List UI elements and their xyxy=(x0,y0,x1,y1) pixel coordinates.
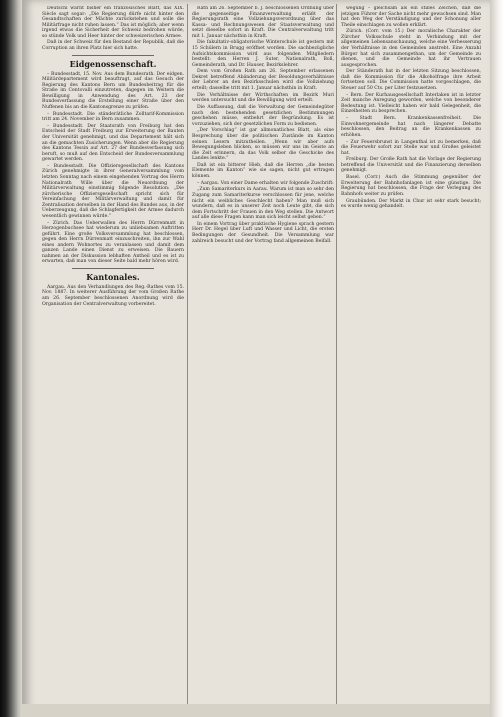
section-divider xyxy=(72,55,154,56)
section-title-eidgenossenschaft: Eidgenossenschaft. xyxy=(69,58,157,69)
article-paragraph: Rath am 26. September b. J. beschlossenen Ordnung über die gegenseitige Finanzverwaltung erläßt der Regierungsrath eine Vollziehungsverordnung über das Kassa- und Rechnungswesen der Staatsverwaltung und setzt dieselbe sofort in Kraft. Die Centralverwaltung tritt mit 1. Januar nächsthin in Kraft. xyxy=(192,6,334,39)
article-paragraph: „Der Vorschlag“ ist gar allmonatliches Blatt, als eine Besprechung über die politischen Zustände im Kanton seinen Lesern mitzutheilen. „Wenn wir aber aufs Bewegungsleben blicken, so müssen wir uns im Geiste an die Zeit erinnern, da das Volk selber die Geschicke des Landes lenkte.“ xyxy=(192,128,334,162)
article-paragraph: – Bundesstadt. Der Staatsrath von Freiburg hat den Entscheid der Stadt Freiburg zur Erweiterung der Bauten der Universität genehmigt, und das Departement hält sich an die gemachten Zusicherungen. Wenn aber die Regierung des Kantons Tessin auf Art. 27 der Bundesverfassung sich beruft, so muß auf den Entscheid der Bundesversammlung gewartet werden. xyxy=(42,123,184,163)
article-paragraph: – Zur Feuersbrunst in Langenthal ist zu bemerken, daß die Feuerwehr sofort zur Stelle war und Großes geleistet hat. xyxy=(341,139,481,156)
book-binding-shadow xyxy=(0,0,22,717)
article-paragraph: – Bundesstadt. Die Offiziersgesellschaft des Kantons Zürich genehmigte in ihrer Generalversammlung vom letzten Sonntag nach einem eingehenden Vortrag des Herrn Nationalrath Wille über die Neuordnung der Militärverwaltung einstimmig folgende Resolution: „Die zürcherische Offiziersgesellschaft spricht sich für Vereinfachung der Militärverwaltung und damit für Zentralisation derselben in der Hand des Bundes aus, in der Ueberzeugung, daß die Schlagfertigkeit der Armee dadurch wesentlich gewinnen würde.“ xyxy=(42,163,184,219)
article-paragraph: – Aargau. Von einer Dame erhalten wir folgende Zuschrift: xyxy=(197,180,334,186)
article-paragraph: – Stadt Bern. Krankenkassenfreiheit. Die Einwohnergemeinde hat nach längerer Debatte beschlossen, den Beitrag an die Krankenkassen zu erhöhen. xyxy=(341,116,481,138)
article-paragraph: Daß in der Schweiz für den Bestand der Republik, daß die Corruption an ihren Platz hier sich hatte. xyxy=(42,40,184,52)
article-paragraph: „Zum Samariterkurs in Aarau. Warum ist man so sehr den Zugang zum Samariterkurse verschlossen für jene, welche nicht ein weibliches Geschlecht haben? Man muß sich wundern, daß es in unserer Zeit noch Leute gibt, die sich dem Fortschritt der Frauen in den Weg stellen. Die Antwort auf alle diese Fragen kann man sich leicht selbst geben.“ xyxy=(192,187,334,221)
section-title-kantonales: Kantonales. xyxy=(86,271,140,282)
column-2 xyxy=(192,6,334,706)
article-paragraph: Die Verhältnisse der Wirthschaften im Bezirk Muri werden untersucht und die Bewilligung wird erteilt. xyxy=(192,92,334,104)
article-paragraph: Deutschl warnt bisher ein französisches Blatt, das XIX. Siècle sagt sogar: „Die Regierung dürfe nicht hinter den Gesandtschaften der Mächte zurückstehen und solle die Militärfrage nicht ruhen lassen.“ Das ist möglich; aber wenn irgend etwas die Sicherheit der Schweiz bedrohen würde, so stünde Volk und Heer hinter der schweizerischen Armee. xyxy=(42,6,184,39)
article-paragraph: Dem vom Großen Rath am 26. September erlassenen Dekret betreffend Abänderung der Besoldungsverhältnisse der Lehrer an den Bezirksschulen wird die Vollziehung erteilt; dasselbe tritt mit 1. Januar nächsthin in Kraft. xyxy=(192,69,334,92)
section-divider xyxy=(72,268,154,269)
article-paragraph: – Bundesstadt. Die ständerätliche Zolltarif-Kommission tritt am 24. November in Bern zusammen. xyxy=(42,111,184,123)
article-paragraph: Daß ist ein bitterer Hieb, daß die Herren „die besten Elemente im Kanton“ wie sie sagen, nicht gut ertragen können. xyxy=(192,162,334,179)
article-paragraph: Zürich. (Corr. vom 15.) Der moralische Charakter der Zürcher Volksschule steht in Verbindung mit der allgemeinen Lebensanschauung, welche eine Verbesserung der Verhältnisse in den Gemeinden anstrebt. Eine Anzahl Bürger hat sich zusammengethan, um der Gemeinde zu dienen, und die Gemeinde hat ihr Vertrauen ausgesprochen. xyxy=(341,29,481,68)
article-paragraph: wegung – gleichsam als ein stilles Zeichen, daß die jetzigen Führer der Sache nicht mehr gewachsen sind. Man hat den Weg der Verständigung und der Schonung aller Theile einschlagen zu wollen erklärt. xyxy=(341,6,481,28)
article-paragraph: Graubünden. Der Markt in Chur ist sehr stark besucht; es wurde wenig gehandelt. xyxy=(341,198,481,210)
article-paragraph: Aargau. Aus den Verhandlungen des Reg.-Rathes vom 15. Nov. 1887. In weiterer Ausführung der vom Großen Rathe am 26. September beschlossenen Anordnung wird die Organisation der Centralverwaltung vorbereitet. xyxy=(42,284,184,307)
article-paragraph: Basel. (Corr.) Auch die Stimmung gegenüber der Erweiterung der Bahnhofanlagen ist eine günstige. Die Regierung hat beschlossen, die Frage der Verlegung des Bahnhofs weiter zu prüfen. xyxy=(341,175,481,197)
newspaper-page xyxy=(22,0,490,717)
article-paragraph: – Bundesstadt, 15. Nov. Aus dem Bundesrath. Der eidgen. Militärdepartement wird beauftragt, auf das Gesuch der Regierung des Kantons Bern um Bundesbeitrag für die Straße im Centovalli einzutreten, dagegen im Weitern die Bewilligung in Anwendung des Art. 23 der Bundesverfassung die Erstellung einer Straße über den Nuffenen bis an die Kantonsgrenze zu prüfen. xyxy=(42,71,184,110)
column-rule xyxy=(336,4,337,708)
article-paragraph: Die fakultativ-obligatorische Winterschule ist gestern mit 15 Schülern in Brugg eröffnet worden. Die sachbezügliche Aufsichtskommission wird aus folgenden Mitgliedern bestellt: den Herren J. Suter, Nationalrath, Boll, Gemeinderath, und Dr. Hauser, Bezirkslehrer. xyxy=(192,40,334,68)
page-edge xyxy=(490,0,504,717)
article-paragraph: – Zürich. Das Ueberwallen des Herrn Dürrenmatt in Herzogenbuchsee hat wiederum zu unliebsamen Auftritten geführt. Eine große Volksversammlung hat beschlossen, gegen den Herrn Dürrenmatt einzuschreiten, ihn zur Wahl eines andern Wohnortes zu veranlassen und damit dem ganzen Lande einen Dienst zu erweisen. Die Bauern nahmen an der Diskussion lebhaften Antheil und es ist zu erwarten, daß man von dieser Seite bald mehr hören wird. xyxy=(42,220,184,265)
article-paragraph: Die Auffassung, daß die Verwaltung der Gemeindegüter nach den bestehenden gesetzlichen Bestimmungen geschehen müsse, entbehrt der Begründung. Es ist vorzuziehen, sich der gesetzlichen Form zu bedienen. xyxy=(192,105,334,127)
column-3 xyxy=(341,6,481,706)
page-bottom-margin xyxy=(22,704,490,717)
article-paragraph: – Bern. Der Kurhausgesellschaft Interlaken ist in letzter Zeit manche Anregung geworden, welche von besonderer Bedeutung ist. Vielleicht haben wir bald Gelegenheit, die Einzelheiten zu besprechen. xyxy=(341,92,481,115)
column-1 xyxy=(42,6,184,706)
article-paragraph: Freiburg. Der Große Rath hat die Vorlage der Regierung betreffend die Universität und die Finanzierung derselben genehmigt. xyxy=(341,157,481,174)
column-rule xyxy=(187,4,188,708)
article-paragraph: Der Ständerath hat in der letzten Sitzung beschlossen, daß die Kommission für die Alkoholfrage ihre Arbeit fortsetzen soll. Die Commission hatte vorgeschlagen, die Steuer auf 50 Cts. per Liter festzusetzen. xyxy=(341,69,481,92)
article-paragraph: In einem Vortrag über praktische Hygiene sprach gestern Herr Dr. Hegel über Luft und Wasser und Licht, die ersten Bedingungen der Gesundheit. Die Versammlung war zahlreich besucht und der Vortrag fand allgemeinen Beifall. xyxy=(192,221,334,244)
